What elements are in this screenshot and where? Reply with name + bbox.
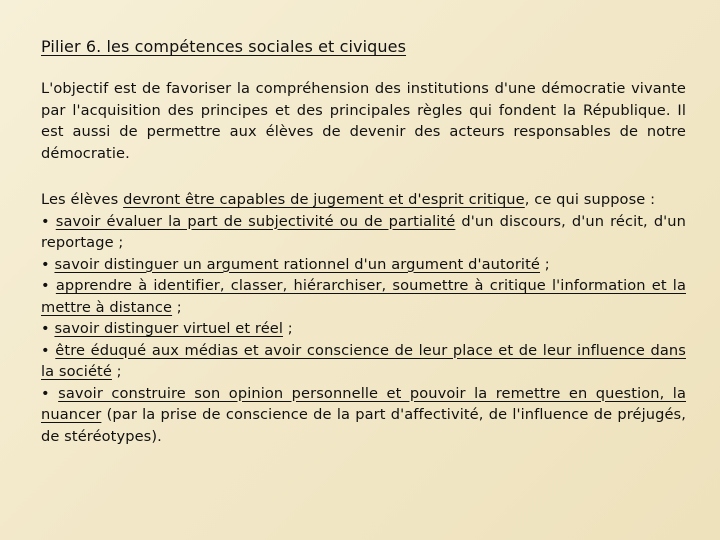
list-item: • être éduqué aux médias et avoir conscience de leur place et de leur influence dans la société ; xyxy=(41,341,686,380)
list-item: • savoir évaluer la part de subjectivité ou de partialité d'un discours, d'un récit, d'un reportage ; xyxy=(41,212,686,251)
skills-paragraph xyxy=(41,189,686,447)
list-item: • apprendre à identifier, classer, hiérarchiser, soumettre à critique l'information et la mettre à distance ; xyxy=(41,277,686,316)
slide-title: Pilier 6. les compétences sociales et civiques xyxy=(41,37,407,56)
list-item: • savoir construire son opinion personnelle et pouvoir la remettre en question, la nuancer (par la prise de conscience de la part d'affectivité, de l'influence de préjugés, de stéréotypes). xyxy=(41,384,686,445)
list-item: • savoir distinguer un argument rationnel d'un argument d'autorité ; xyxy=(41,255,550,273)
lead-sentence: Les élèves devront être capables de jugement et d'esprit critique, ce qui suppose : xyxy=(41,191,656,208)
lead-underlined: devront être capables de jugement et d'esprit critique xyxy=(123,191,525,208)
intro-paragraph: L'objectif est de favoriser la compréhension des institutions d'une démocratie vivante par l'acquisition des principes et des principales règles qui fondent la République. Il est aussi de permettre aux élèves de devenir des acteurs responsables de notre démocratie. xyxy=(41,80,686,162)
list-item: • savoir distinguer virtuel et réel ; xyxy=(41,320,293,337)
